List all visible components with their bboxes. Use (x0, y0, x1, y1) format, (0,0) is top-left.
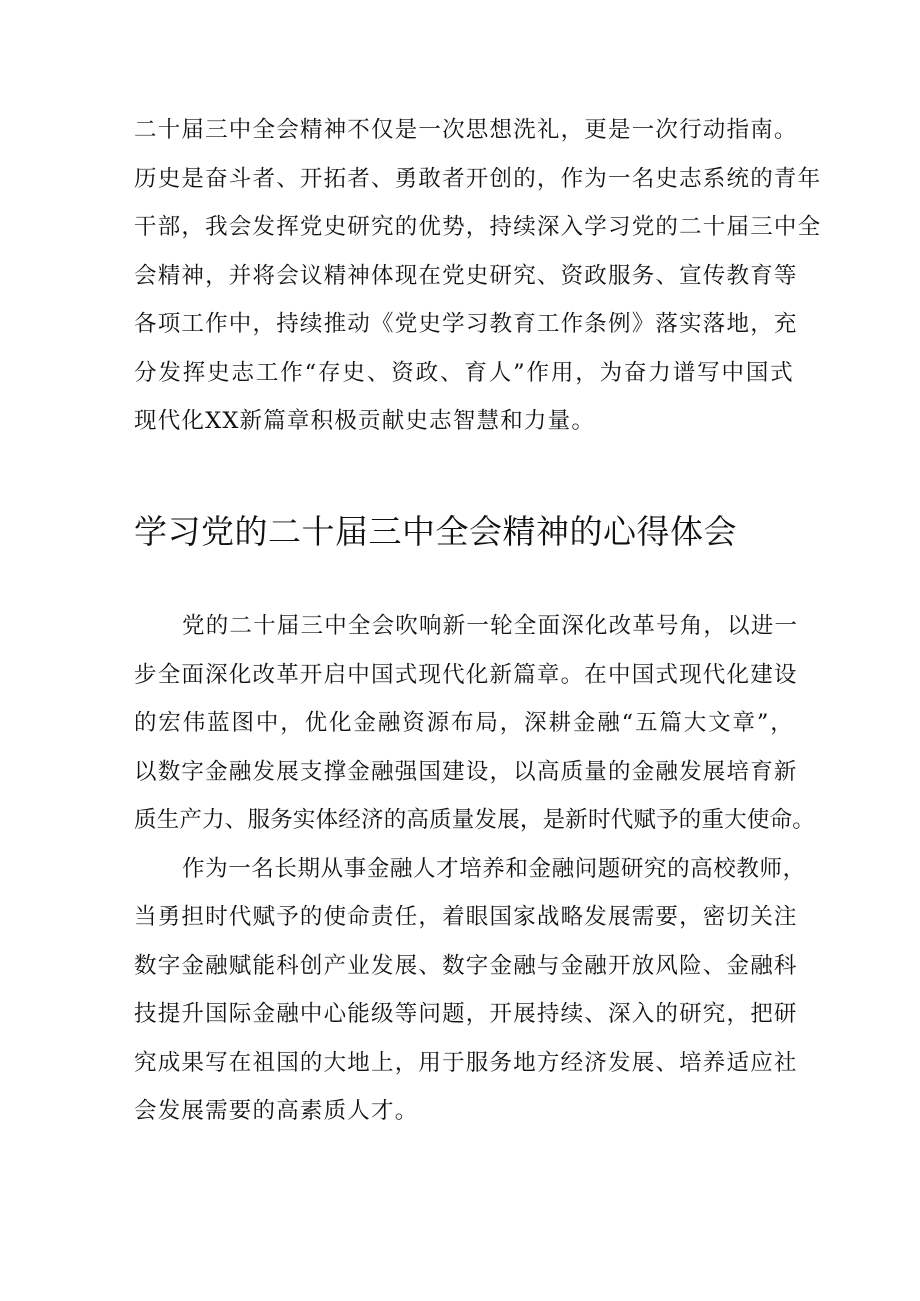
paragraph-line: 会精神，并将会议精神体现在党史研究、资政服务、宣传教育等 (134, 263, 798, 289)
paragraph-line: 现代化XX新篇章积极贡献史志智慧和力量。 (134, 408, 596, 434)
article-title: 学习党的二十届三中全会精神的心得体会 (134, 512, 737, 551)
paragraph-line: 历史是奋斗者、开拓者、勇敢者开创的，作为一名史志系统的青年 (134, 166, 822, 192)
paragraph-line: 质生产力、服务实体经济的高质量发展，是新时代赋予的重大使命。 (134, 807, 816, 833)
paragraph-line: 会发展需要的高素质人才。 (134, 1098, 419, 1124)
paragraph-line: 以数字金融发展支撑金融强国建设，以高质量的金融发展培育新 (134, 759, 798, 785)
paragraph-line: 分发挥史志工作“存史、资政、育人”作用，为奋力谱写中国式 (134, 360, 794, 386)
paragraph-line: 党的二十届三中全会吹响新一轮全面深化改革号角，以进一 (182, 613, 799, 639)
paragraph-line: 各项工作中，持续推动《党史学习教育工作条例》落实落地，充 (134, 311, 798, 337)
paragraph-line: 当勇担时代赋予的使命责任，着眼国家战略发展需要，密切关注 (134, 904, 798, 930)
paragraph-line: 数字金融赋能科创产业发展、数字金融与金融开放风险、金融科 (134, 953, 798, 979)
paragraph-line: 作为一名长期从事金融人才培养和金融问题研究的高校教师， (182, 856, 806, 882)
paragraph-line: 干部，我会发挥党史研究的优势，持续深入学习党的二十届三中全 (134, 214, 822, 240)
paragraph-line: 究成果写在祖国的大地上，用于服务地方经济发展、培养适应社 (134, 1050, 798, 1076)
paragraph-line: 技提升国际金融中心能级等问题，开展持续、深入的研究，把研 (134, 1001, 798, 1027)
paragraph-line: 步全面深化改革开启中国式现代化新篇章。在中国式现代化建设 (134, 662, 798, 688)
paragraph-line: 二十届三中全会精神不仅是一次思想洗礼，更是一次行动指南。 (134, 117, 798, 143)
paragraph-line: 的宏伟蓝图中，优化金融资源布局，深耕金融“五篇大文章”， (134, 710, 794, 736)
